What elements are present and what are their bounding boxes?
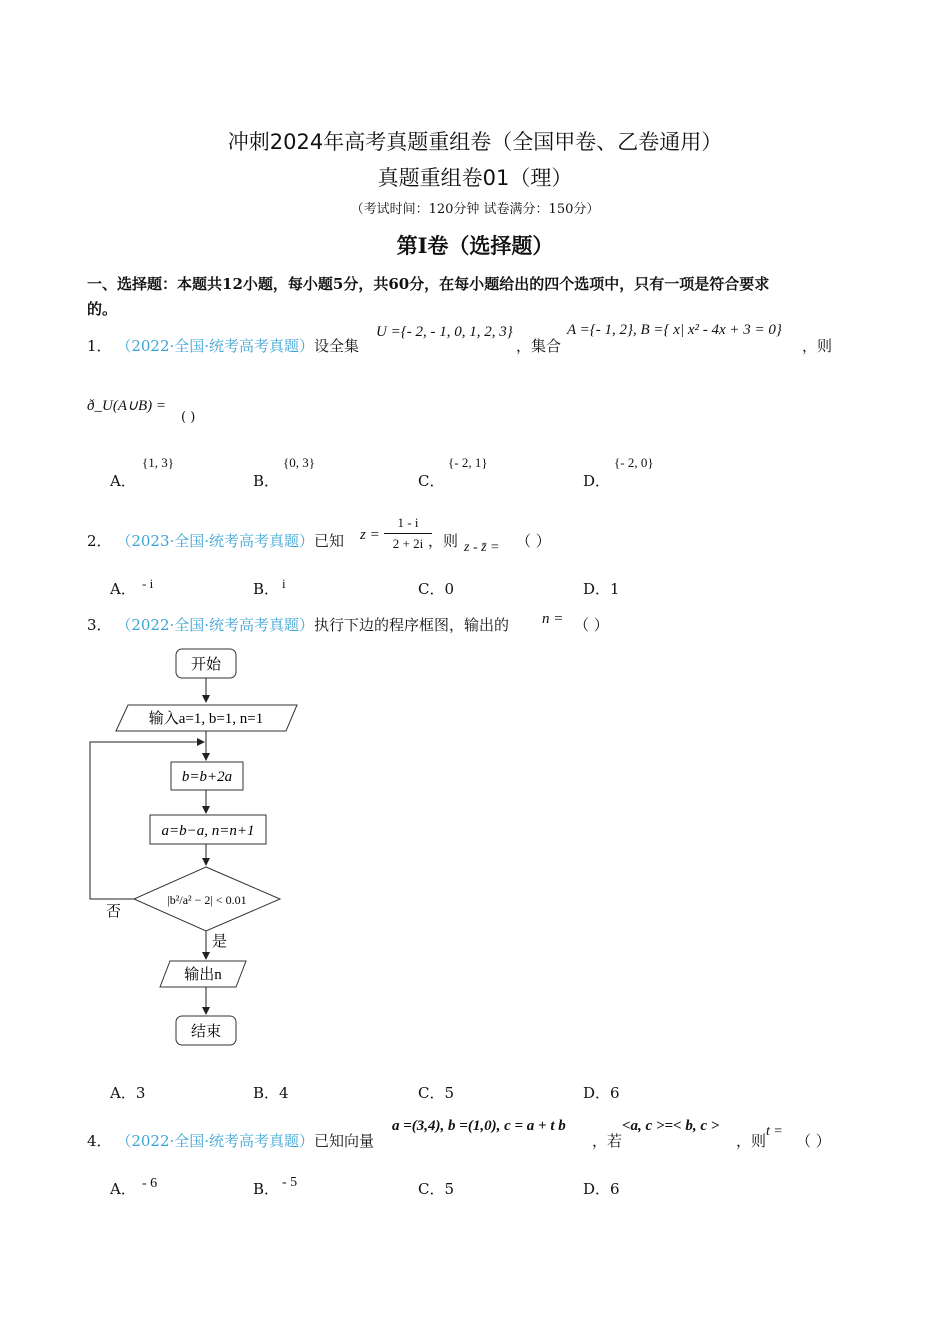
paper-title: 冲刺2024年高考真题重组卷（全国甲卷、乙卷通用） — [227, 130, 723, 154]
flow-start-text: 开始 — [190, 657, 222, 673]
q4-paren: （ ） — [796, 1132, 831, 1150]
exam-info: （考试时间：120分钟 试卷满分：150分） — [350, 202, 600, 217]
q1-text-b: ，集合 — [516, 337, 562, 355]
q4-source: （2022·全国·统考高考真题） — [116, 1132, 315, 1150]
q1-option-d[interactable] — [583, 470, 610, 491]
instructions-line2: 的。 — [87, 300, 118, 318]
flow-input-text: 输入a=1, b=1, n=1 — [148, 711, 264, 727]
q4-math-condition: <a, c >=< b, c > — [622, 1118, 720, 1134]
q3-number: 3． — [87, 616, 112, 634]
q1-option-c-label: C． — [418, 472, 445, 490]
q4-option-b-value: - 5 — [282, 1175, 298, 1190]
flow-output-text: 输出n — [184, 967, 222, 983]
q1-text-a: 设全集 — [314, 337, 360, 355]
q4-text-c: ，则 — [736, 1132, 767, 1150]
q3-option-d[interactable] — [583, 1082, 620, 1103]
q2-source: （2023·全国·统考高考真题） — [116, 532, 315, 550]
q2-option-b-label: B． — [253, 580, 280, 598]
q1-math-sets: A ={- 1, 2}, B ={ x| x² - 4x + 3 = 0} — [567, 322, 782, 338]
q2-fraction — [384, 515, 432, 552]
q2-option-c-value: 0 — [444, 580, 455, 598]
q1-math-complement: ð_U(A∪B) = — [87, 398, 166, 414]
q4-option-c[interactable] — [418, 1178, 454, 1199]
q1-source: （2022·全国·统考高考真题） — [116, 337, 315, 355]
q2-fraction-bar — [384, 533, 432, 534]
q3-math-n: n = — [542, 611, 564, 627]
q2-option-d-label: D． — [583, 580, 611, 598]
q4-option-d-value: 6 — [610, 1180, 620, 1198]
q1-option-b-label: B． — [253, 472, 280, 490]
q3-option-a[interactable] — [110, 1082, 145, 1103]
question-1 — [87, 335, 359, 356]
q3-option-c[interactable] — [418, 1082, 454, 1103]
q1-math-universal-set: U ={- 2, - 1, 0, 1, 2, 3} — [376, 324, 513, 340]
q2-math-expr: z - z̄ = — [464, 540, 500, 555]
q3-option-b-value: 4 — [279, 1084, 289, 1102]
q3-text: 执行下边的程序框图，输出的 — [314, 616, 510, 634]
q2-math-z: z = — [360, 527, 380, 543]
q1-option-c-value: {- 2, 1} — [448, 455, 488, 470]
q2-option-a-value: - i — [142, 576, 154, 591]
flow-yes-label: 是 — [212, 934, 228, 950]
q2-paren: （ ） — [516, 532, 551, 550]
q1-option-d-value: {- 2, 0} — [614, 455, 654, 470]
q2-option-a[interactable] — [110, 578, 136, 599]
q4-option-a-value: - 6 — [142, 1176, 158, 1191]
question-2 — [87, 530, 344, 551]
q1-option-a-value: {1, 3} — [142, 455, 174, 470]
flow-end-text: 结束 — [190, 1024, 222, 1040]
q3-option-c-value: 5 — [444, 1084, 455, 1102]
q1-option-a-label: A． — [110, 472, 136, 490]
q2-option-b[interactable] — [253, 578, 279, 599]
instructions-line1: 一、选择题：本题共12小题，每小题5分，共60分，在每小题给出的四个选项中，只有一项是符合要求 — [87, 275, 770, 293]
q4-math-vectors: a =(3,4), b =(1,0), c = a + t b — [392, 1118, 566, 1134]
q2-fraction-denominator: 2 + 2i — [392, 536, 424, 551]
q4-text-a: 已知向量 — [314, 1132, 375, 1150]
q4-text-b: ，若 — [592, 1132, 623, 1150]
q4-option-b[interactable] — [253, 1178, 279, 1199]
q1-text-c: ，则 — [802, 337, 833, 355]
q1-option-b[interactable] — [253, 470, 279, 491]
q1-option-b-value: {0, 3} — [283, 455, 315, 470]
question-4 — [87, 1130, 374, 1151]
q2-option-c[interactable] — [418, 578, 454, 599]
q3-option-b[interactable] — [253, 1082, 289, 1103]
q4-option-c-value: 5 — [444, 1180, 455, 1198]
q1-paren: ( ) — [181, 410, 196, 425]
q4-option-c-label: C． — [418, 1180, 445, 1198]
flow-step1-text: b=b+2a — [181, 769, 233, 785]
flow-decision-text: |b²/a² − 2| < 0.01 — [167, 893, 247, 907]
q2-option-d[interactable] — [583, 578, 620, 599]
q3-paren: （ ） — [574, 616, 609, 634]
q4-option-b-label: B． — [253, 1180, 280, 1198]
q3-option-d-label: D． — [583, 1084, 611, 1102]
q4-option-a[interactable] — [110, 1178, 136, 1199]
q3-source: （2022·全国·统考高考真题） — [116, 616, 315, 634]
q2-option-a-label: A． — [110, 580, 136, 598]
q2-text-a: 已知 — [314, 532, 345, 550]
q4-option-d-label: D． — [583, 1180, 611, 1198]
q3-option-b-label: B． — [253, 1084, 280, 1102]
q4-math-t: t = — [766, 1124, 783, 1139]
q1-option-d-label: D． — [583, 472, 611, 490]
section-title: 第I卷（选择题） — [396, 233, 554, 258]
q4-number: 4． — [87, 1132, 112, 1150]
flow-no-label: 否 — [106, 904, 122, 920]
q1-option-c[interactable] — [418, 470, 444, 491]
q2-fraction-numerator: 1 - i — [397, 515, 419, 530]
question-3 — [87, 614, 509, 635]
q4-option-a-label: A． — [110, 1180, 136, 1198]
q2-option-b-value: i — [282, 576, 286, 591]
q3-option-d-value: 6 — [610, 1084, 620, 1102]
q2-option-d-value: 1 — [610, 580, 620, 598]
q1-number: 1． — [87, 337, 112, 355]
paper-subtitle: 真题重组卷01（理） — [377, 166, 573, 190]
q4-option-d[interactable] — [583, 1178, 620, 1199]
q2-number: 2． — [87, 532, 112, 550]
q3-option-c-label: C． — [418, 1084, 445, 1102]
q3-option-a-label: A． — [110, 1084, 136, 1102]
flowchart — [80, 640, 320, 1060]
q2-text-b: ，则 — [428, 532, 459, 550]
flow-step2-text: a=b−a, n=n+1 — [161, 823, 255, 839]
q2-option-c-label: C． — [418, 580, 445, 598]
q3-option-a-value: 3 — [135, 1084, 146, 1102]
q1-option-a[interactable] — [110, 470, 136, 491]
